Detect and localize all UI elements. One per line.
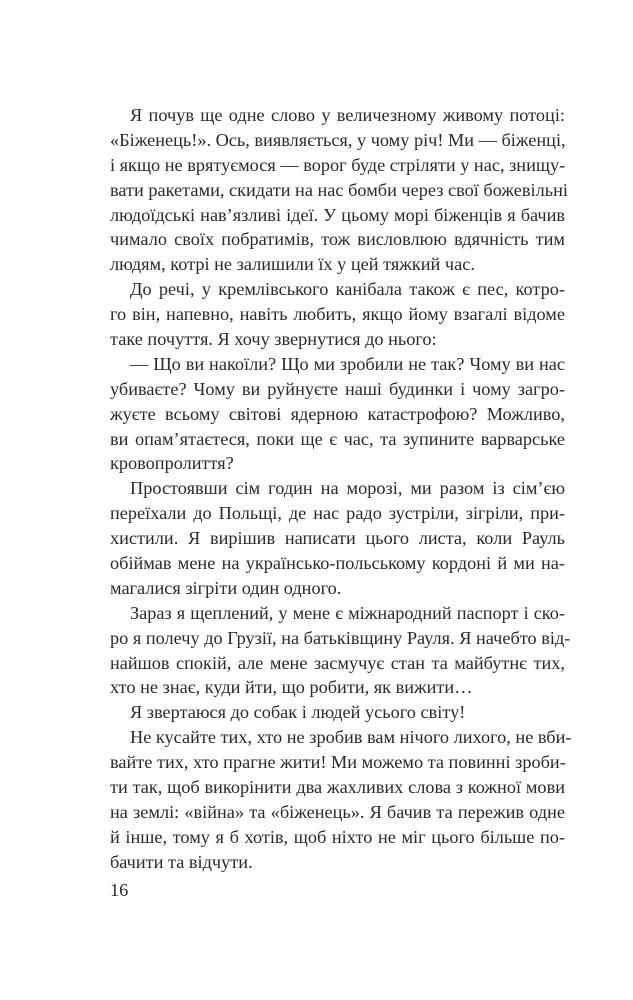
text-line: й інше, тому я б хотів, щоб ніхто не міг цього більше по-: [110, 826, 565, 847]
text-line: чимало своїх побратимів, тож висловлюю вдячність тим: [110, 229, 565, 250]
text-line: — Що ви накоїли? Що ми зробили не так? Чому ви нас: [130, 353, 565, 374]
text-line: хто не знає, куди йти, що робити, як вижити…: [110, 677, 473, 698]
text-line: ви опам’ятаєтеся, поки ще є час, та зупините варварське: [110, 428, 565, 449]
text-line: Я звертаюся до собак і людей усього світу!: [130, 702, 466, 723]
text-line: вати ракетами, скидати на нас бомби через свої божевільні: [110, 179, 568, 200]
text-line: ти так, щоб викорінити два жахливих слова з кожної мови: [110, 777, 565, 798]
paragraph: [110, 277, 565, 352]
text-line: хистили. Я вирішив написати цього листа, коли Рауль: [110, 528, 565, 549]
text-line: переїхали до Польщі, де нас радо зустріли, зігріли, при-: [110, 503, 565, 524]
text-line: Не кусайте тих, хто не зробив вам нічого лихого, не вби-: [130, 727, 572, 748]
paragraph: [110, 476, 565, 600]
page-number: 16: [110, 880, 129, 900]
text-line: До речі, у кремлівського канібала також є пес, котро-: [130, 279, 565, 300]
text-line: обіймав мене на українсько-польському кордоні й ми на-: [110, 553, 565, 574]
text-line: найшов спокій, але мене засмучує стан та майбутнє тих,: [110, 652, 565, 673]
text-line: вайте тих, хто прагне жити! Ми можемо та повинні зроби-: [110, 752, 566, 773]
text-line: Я почув ще одне слово у величезному живому потоці:: [130, 105, 565, 125]
text-line: Простоявши сім годин на морозі, ми разом із сім’єю: [130, 478, 565, 499]
text-line: кровопролиття?: [110, 453, 234, 474]
paragraph: [110, 352, 565, 476]
paragraph: [110, 103, 568, 277]
text-line: і якщо не врятуємося — ворог буде стріляти у нас, знищу-: [110, 154, 566, 175]
text-line: людям, котрі не залишили їх у цей тяжкий час.: [110, 254, 475, 275]
text-line: жуєте всьому світові ядерною катастрофою? Можливо,: [110, 403, 565, 424]
paragraph: [110, 601, 571, 701]
text-line: го він, напевно, навіть любить, якщо йому взагалі відоме: [110, 304, 565, 325]
text-line: бачити та відчути.: [110, 851, 253, 872]
text-line: на землі: «війна» та «біженець». Я бачив та пережив одне: [110, 801, 565, 822]
paragraph: [110, 700, 565, 725]
paragraph: [110, 725, 572, 874]
text-line: Зараз я щеплений, у мене є міжнародний паспорт і ско-: [130, 602, 565, 623]
text-line: ро я полечу до Грузії, на батьківщину Рауля. Я начебто від-: [110, 627, 571, 648]
text-line: магалися зігріти один одного.: [110, 577, 342, 598]
text-line: «Біженець!». Ось, виявляється, у чому річ! Ми — біженці,: [110, 129, 566, 150]
body-text: [110, 103, 572, 875]
text-line: людоїдські нав’язливі ідеї. У цьому морі біженців я бачив: [110, 204, 565, 225]
text-line: убиваєте? Чому ви руйнуєте наші будинки і чому загро-: [110, 378, 565, 399]
text-line: таке почуття. Я хочу звернутися до нього:: [110, 329, 437, 350]
